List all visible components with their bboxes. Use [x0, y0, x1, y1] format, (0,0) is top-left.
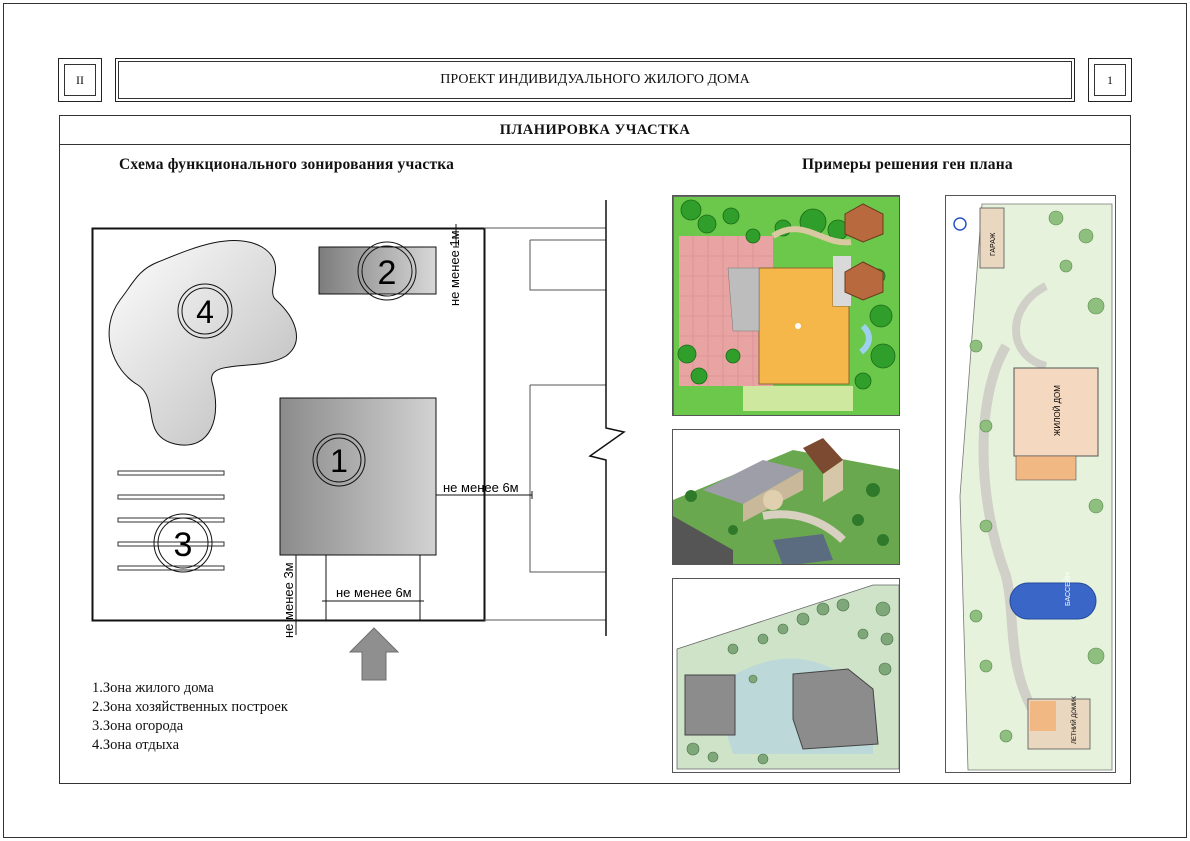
example-plan-2-image	[673, 579, 900, 773]
scheme-title: Схема функционального зонирования участка	[119, 156, 455, 173]
street-break-line	[590, 200, 624, 636]
example-plan-1	[672, 195, 900, 416]
neighbour-plots	[484, 228, 606, 620]
zone-1-number: 1	[330, 443, 348, 479]
plan-label-summer-house: ЛЕТНИЙ ДОМИК	[1072, 696, 1078, 744]
header-left-code-box	[58, 58, 102, 102]
legend-item: 3.Зона огорода	[92, 718, 184, 734]
dimension-6m-right-label: не менее 6м	[443, 480, 519, 495]
plan-label-house: ЖИЛОЙ ДОМ	[1053, 385, 1062, 436]
example-render-3d	[672, 429, 900, 565]
section-title: ПЛАНИРОВКА УЧАСТКА	[59, 115, 1131, 145]
example-plan-2	[672, 578, 900, 773]
legend-item: 1.Зона жилого дома	[92, 680, 214, 696]
header-sheet-number: 1	[1094, 64, 1126, 96]
zone-3-number: 3	[173, 526, 193, 564]
legend-item: 4.Зона отдыха	[92, 737, 180, 753]
header-title: ПРОЕКТ ИНДИВИДУАЛЬНОГО ЖИЛОГО ДОМА	[118, 61, 1072, 99]
zone-2-number: 2	[377, 254, 397, 292]
zone-1-shape	[280, 398, 436, 555]
example-render-3d-image	[673, 430, 900, 565]
legend	[92, 679, 288, 755]
plan-label-garage: ГАРАЖ	[990, 232, 997, 256]
zone-4-shape	[109, 240, 296, 445]
header-title-box	[115, 58, 1075, 102]
entry-arrow	[350, 628, 398, 680]
zone-4-number: 4	[196, 294, 214, 330]
dimension-6m-bottom-label: не менее 6м	[336, 585, 412, 600]
examples-title: Примеры решения ген плана	[802, 156, 1013, 173]
zoning-scheme	[80, 195, 640, 690]
header-left-code: II	[64, 64, 96, 96]
example-plan-3-image	[946, 196, 1116, 773]
dimension-3m-label: не менее 3м	[281, 562, 296, 638]
dimension-1m-label: не менее 1м	[447, 230, 462, 306]
header-sheet-number-box	[1088, 58, 1132, 102]
example-plan-1-image	[673, 196, 900, 416]
legend-item: 2.Зона хозяйственных построек	[92, 699, 288, 715]
plan-label-pool: БАССЕЙН	[1065, 572, 1072, 606]
example-plan-3	[945, 195, 1116, 773]
